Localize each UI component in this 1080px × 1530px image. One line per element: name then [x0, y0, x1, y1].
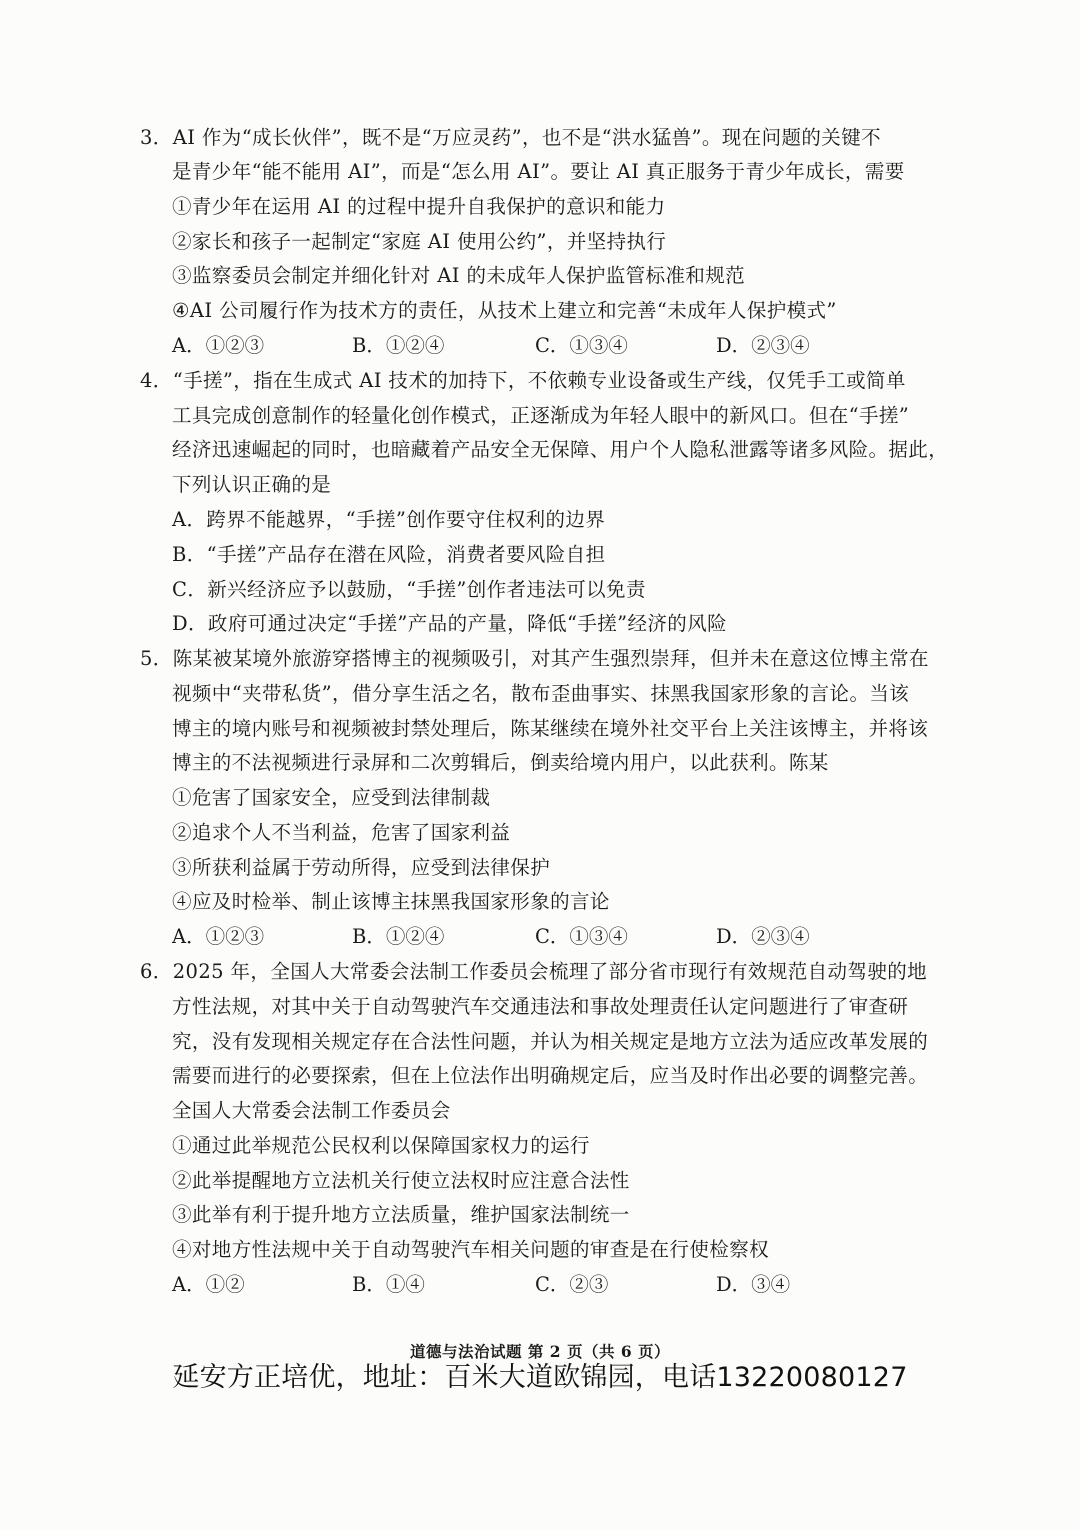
- question-4-stem-line-2: 工具完成创意制作的轻量化创作模式，正逐渐成为年轻人眼中的新风口。但在“手搓”: [172, 404, 910, 427]
- question-6-statement-4: ④对地方性法规中关于自动驾驶汽车相关问题的审查是在行使检察权: [172, 1238, 770, 1261]
- question-5-option-b: B．①②④: [352, 925, 445, 948]
- question-3-statement-4: ④AI 公司履行作为技术方的责任，从技术上建立和完善“未成年人保护模式”: [172, 299, 837, 322]
- question-6-stem-line-2: 方性法规，对其中关于自动驾驶汽车交通违法和事故处理责任认定问题进行了审查研: [172, 995, 909, 1018]
- question-6-statement-1: ①通过此举规范公民权利以保障国家权力的运行: [172, 1134, 590, 1157]
- question-4-stem-line-1: 4．“手搓”，指在生成式 AI 技术的加持下，不依赖专业设备或生产线，仅凭手工或简单: [140, 369, 906, 392]
- question-4-stem-line-3: 经济迅速崛起的同时，也暗藏着产品安全无保障、用户个人隐私泄露等诸多风险。据此，: [172, 438, 949, 461]
- question-4-option-a: A．跨界不能越界，“手搓”创作要守住权利的边界: [172, 508, 606, 531]
- question-5-option-c: C．①③④: [535, 925, 628, 948]
- question-6-stem-line-5: 全国人大常委会法制工作委员会: [172, 1099, 451, 1122]
- question-4-option-c: C．新兴经济应予以鼓励，“手搓”创作者违法可以免责: [172, 578, 646, 601]
- question-5-option-a: A．①②③: [172, 925, 265, 948]
- question-6-statement-3: ③此举有利于提升地方立法质量，维护国家法制统一: [172, 1203, 630, 1226]
- question-4-stem-line-4: 下列认识正确的是: [172, 473, 332, 496]
- page-footer-title: 道德与法治试题 第 2 页（共 6 页）: [409, 1342, 671, 1361]
- question-3-stem-line-1: 3．AI 作为“成长伙伴”，既不是“万应灵药”，也不是“洪水猛兽”。现在问题的关键不: [140, 126, 882, 149]
- question-3-statement-3: ③监察委员会制定并细化针对 AI 的未成年人保护监管标准和规范: [172, 264, 746, 287]
- question-6-option-b: B．①④: [352, 1273, 425, 1296]
- question-6-option-d: D．③④: [716, 1273, 791, 1296]
- question-3-stem-line-2: 是青少年“能不能用 AI”，而是“怎么用 AI”。要让 AI 真正服务于青少年成长，需要: [172, 160, 905, 183]
- question-3-option-b: B．①②④: [352, 334, 445, 357]
- question-6-stem-line-1: 6．2025 年，全国人大常委会法制工作委员会梳理了部分省市现行有效规范自动驾驶的地: [140, 960, 928, 983]
- question-5-stem-line-4: 博主的不法视频进行录屏和二次剪辑后，倒卖给境内用户，以此获利。陈某: [172, 751, 829, 774]
- question-6-statement-2: ②此举提醒地方立法机关行使立法权时应注意合法性: [172, 1169, 630, 1192]
- question-6-option-a: A．①②: [172, 1273, 245, 1296]
- question-5-statement-2: ②追求个人不当利益，危害了国家利益: [172, 821, 511, 844]
- question-3-option-d: D．②③④: [716, 334, 810, 357]
- question-5-stem-line-3: 博主的境内账号和视频被封禁处理后，陈某继续在境外社交平台上关注该博主，并将该: [172, 717, 929, 740]
- question-3-statement-2: ②家长和孩子一起制定“家庭 AI 使用公约”，并坚持执行: [172, 230, 667, 253]
- question-3-option-a: A．①②③: [172, 334, 265, 357]
- question-5-stem-line-1: 5．陈某被某境外旅游穿搭博主的视频吸引，对其产生强烈崇拜，但并未在意这位博主常在: [140, 647, 929, 670]
- question-6-stem-line-4: 需要而进行的必要探索，但在上位法作出明确规定后，应当及时作出必要的调整完善。: [172, 1064, 929, 1087]
- question-4-option-d: D．政府可通过决定“手搓”产品的产量，降低“手搓”经济的风险: [172, 612, 728, 635]
- question-5-statement-1: ①危害了国家安全，应受到法律制裁: [172, 786, 491, 809]
- question-5-option-d: D．②③④: [716, 925, 810, 948]
- question-3-option-c: C．①③④: [535, 334, 628, 357]
- question-5-statement-3: ③所获利益属于劳动所得，应受到法律保护: [172, 856, 551, 879]
- question-6-stem-line-3: 究，没有发现相关规定存在合法性问题，并认为相关规定是地方立法为适应改革发展的: [172, 1030, 929, 1053]
- question-5-statement-4: ④应及时检举、制止该博主抹黑我国家形象的言论: [172, 890, 610, 913]
- question-5-stem-line-2: 视频中“夹带私货”，借分享生活之名，散布歪曲事实、抹黑我国家形象的言论。当该: [172, 682, 910, 705]
- question-4-option-b: B．“手搓”产品存在潜在风险，消费者要风险自担: [172, 543, 606, 566]
- question-3-statement-1: ①青少年在运用 AI 的过程中提升自我保护的意识和能力: [172, 195, 666, 218]
- contact-watermark: 延安方正培优，地址：百米大道欧锦园，电话13220080127: [172, 1362, 908, 1393]
- question-6-option-c: C．②③: [535, 1273, 609, 1296]
